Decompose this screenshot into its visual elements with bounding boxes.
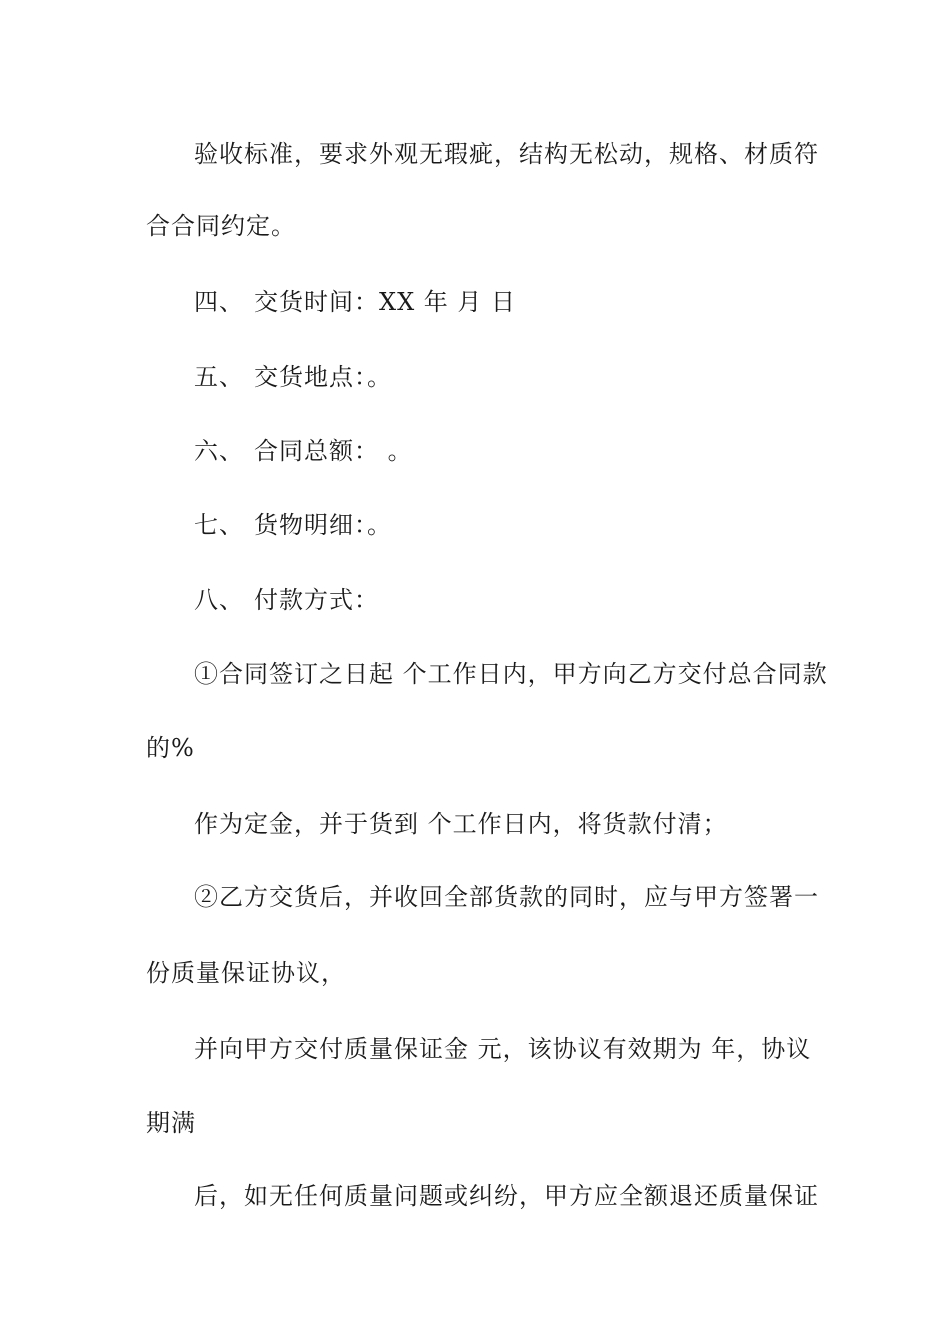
clause-text: 交货时间：XX 年 月 日: [254, 288, 517, 316]
payment-term-2-line-2: 份质量保证协议，: [146, 959, 346, 987]
clause-payment-method: [194, 585, 379, 615]
clause-delivery-place: [194, 362, 392, 392]
acceptance-text-line-1: 验收标准，要求外观无瑕疵，结构无松动，规格、材质符: [194, 140, 819, 168]
clause-number: 四、: [194, 288, 244, 316]
clause-text: 交货地点：。: [254, 363, 392, 391]
clause-text: 合同总额： 。: [254, 437, 413, 465]
clause-number: 七、: [194, 511, 244, 539]
clause-contract-total: [194, 436, 413, 466]
clause-number: 五、: [194, 363, 244, 391]
payment-term-1-line-1: ①合同签订之日起 个工作日内，甲方向乙方交付总合同款: [194, 660, 828, 688]
payment-term-2-line-5: 后，如无任何质量问题或纠纷，甲方应全额退还质量保证: [194, 1182, 819, 1210]
payment-term-2-line-3: 并向甲方交付质量保证金 元，该协议有效期为 年，协议: [194, 1035, 812, 1063]
clause-text: 付款方式：: [254, 586, 379, 614]
clause-delivery-time: [194, 287, 516, 317]
clause-number: 六、: [194, 437, 244, 465]
payment-term-1-line-2: 的%: [146, 734, 195, 762]
payment-term-2-line-4: 期满: [146, 1109, 196, 1137]
payment-term-2-line-1: ②乙方交货后，并收回全部货款的同时，应与甲方签署一: [194, 883, 819, 911]
payment-term-1-line-3: 作为定金，并于货到 个工作日内，将货款付清；: [194, 810, 728, 838]
clause-text: 货物明细：。: [254, 511, 392, 539]
clause-number: 八、: [194, 586, 244, 614]
clause-goods-detail: [194, 510, 392, 540]
acceptance-text-line-2: 合合同约定。: [146, 212, 296, 240]
